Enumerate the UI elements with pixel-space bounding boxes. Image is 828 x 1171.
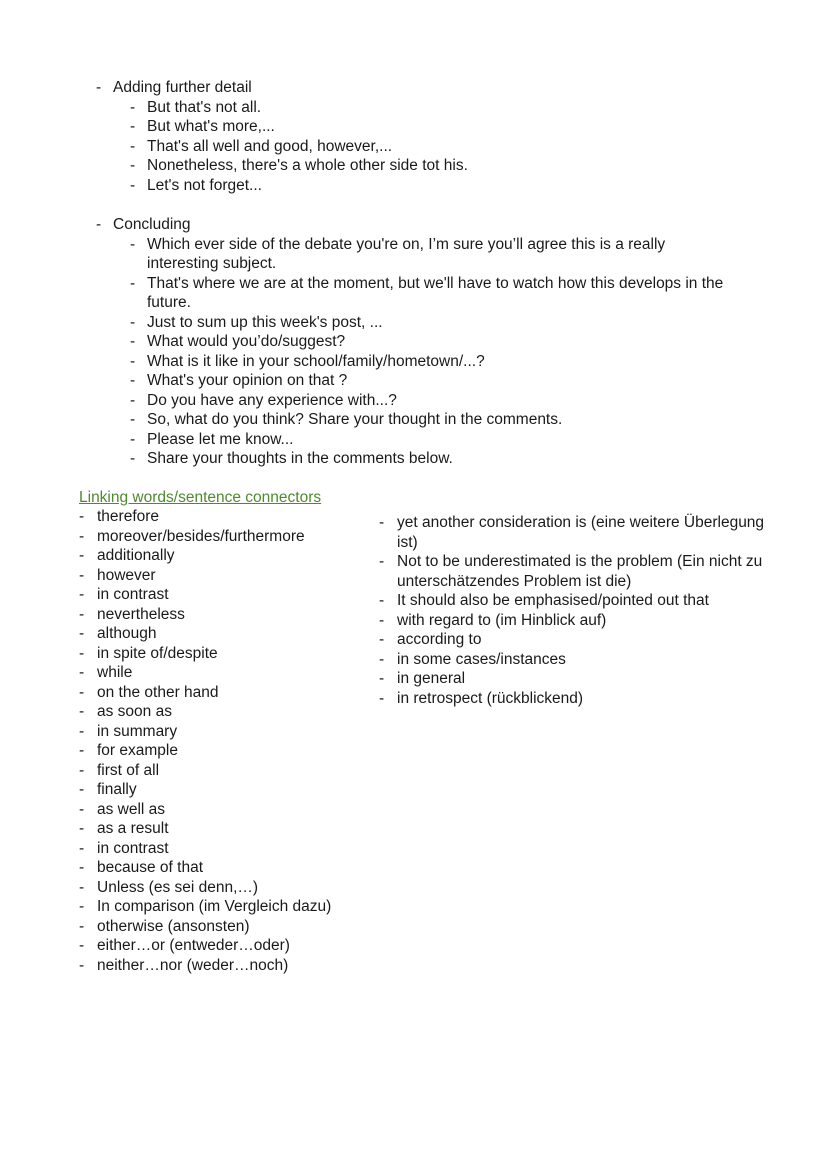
bullet-dash: - [96, 79, 102, 96]
section-heading [96, 78, 776, 98]
linking-words-left-column [79, 507, 369, 975]
list-item: - That's where we are at the moment, but we'll have to watch how this develops in the future. [130, 274, 724, 311]
section-title: Adding further detail [113, 79, 252, 96]
list-item: - What's your opinion on that ? [130, 372, 348, 389]
list-item: - additionally [79, 547, 175, 564]
list-item: - Just to sum up this week's post, ... [130, 313, 383, 331]
section-concluding [96, 215, 776, 469]
list-item: - because of that [79, 859, 203, 876]
bullet-dash: - [96, 216, 102, 233]
list-item: - In comparison (im Vergleich dazu) [79, 898, 332, 915]
list-item: - with regard to (im Hinblick auf) [379, 611, 607, 629]
linking-words-heading: Linking words/sentence connectors [79, 489, 322, 506]
list-item: - Nonetheless, there's a whole other side tot his. [130, 157, 468, 174]
list-item: - otherwise (ansonsten) [79, 917, 250, 935]
list-item: - either…or (entweder…oder) [79, 937, 290, 954]
list-item: - according to [379, 631, 482, 648]
list-item: - as a result [79, 820, 169, 837]
list-item: - as soon as [79, 703, 172, 720]
list-item: - nevertheless [79, 605, 185, 623]
list-item: - What is it like in your school/family/hometown/...? [130, 352, 485, 370]
list-item: - Unless (es sei denn,…) [79, 878, 259, 896]
section-adding-detail [96, 78, 776, 195]
list-item: - That's all well and good, however,... [130, 137, 393, 155]
section-title: Concluding [113, 216, 191, 233]
list-item: - in general [379, 670, 466, 687]
list-item: - in spite of/despite [79, 644, 218, 662]
list-item: - in contrast [79, 839, 169, 857]
list-item: - Which ever side of the debate you're on, I’m sure you’ll agree this is a really interesting subject. [130, 235, 666, 272]
list-item: - in summary [79, 722, 178, 740]
list-item: - finally [79, 781, 137, 798]
list-item: - for example [79, 742, 178, 759]
phrase-list [130, 98, 776, 196]
linking-words-right-column [379, 513, 774, 708]
list-item: - It should also be emphasised/pointed out that [379, 592, 709, 609]
list-item: - But that's not all. [130, 98, 262, 116]
list-item: - in retrospect (rückblickend) [379, 689, 584, 707]
list-item: - neither…nor (weder…noch) [79, 956, 289, 974]
list-item: - Not to be underestimated is the problem (Ein nicht zu unterschätzendes Problem ist die) [379, 553, 763, 590]
list-item: - therefore [79, 508, 160, 525]
list-item: - Please let me know... [130, 430, 294, 448]
list-item: - on the other hand [79, 683, 219, 701]
list-item: - Do you have any experience with...? [130, 391, 397, 409]
list-item: - yet another consideration is (eine weitere Überlegung ist) [379, 514, 765, 551]
list-item: - however [79, 566, 156, 584]
list-item: - while [79, 664, 133, 681]
list-item: - first of all [79, 761, 160, 779]
section-heading [96, 215, 776, 235]
list-item: - So, what do you think? Share your thought in the comments. [130, 411, 563, 428]
list-item: - in contrast [79, 586, 169, 603]
list-item: - although [79, 625, 157, 642]
list-item: - But what's more,... [130, 118, 275, 135]
phrase-list [130, 235, 730, 469]
list-item: - as well as [79, 800, 166, 818]
list-item: - Let's not forget... [130, 176, 262, 194]
list-item: - in some cases/instances [379, 650, 566, 668]
list-item: - moreover/besides/furthermore [79, 527, 305, 545]
list-item: - Share your thoughts in the comments below. [130, 450, 453, 467]
list-item: - What would you’do/suggest? [130, 333, 346, 350]
